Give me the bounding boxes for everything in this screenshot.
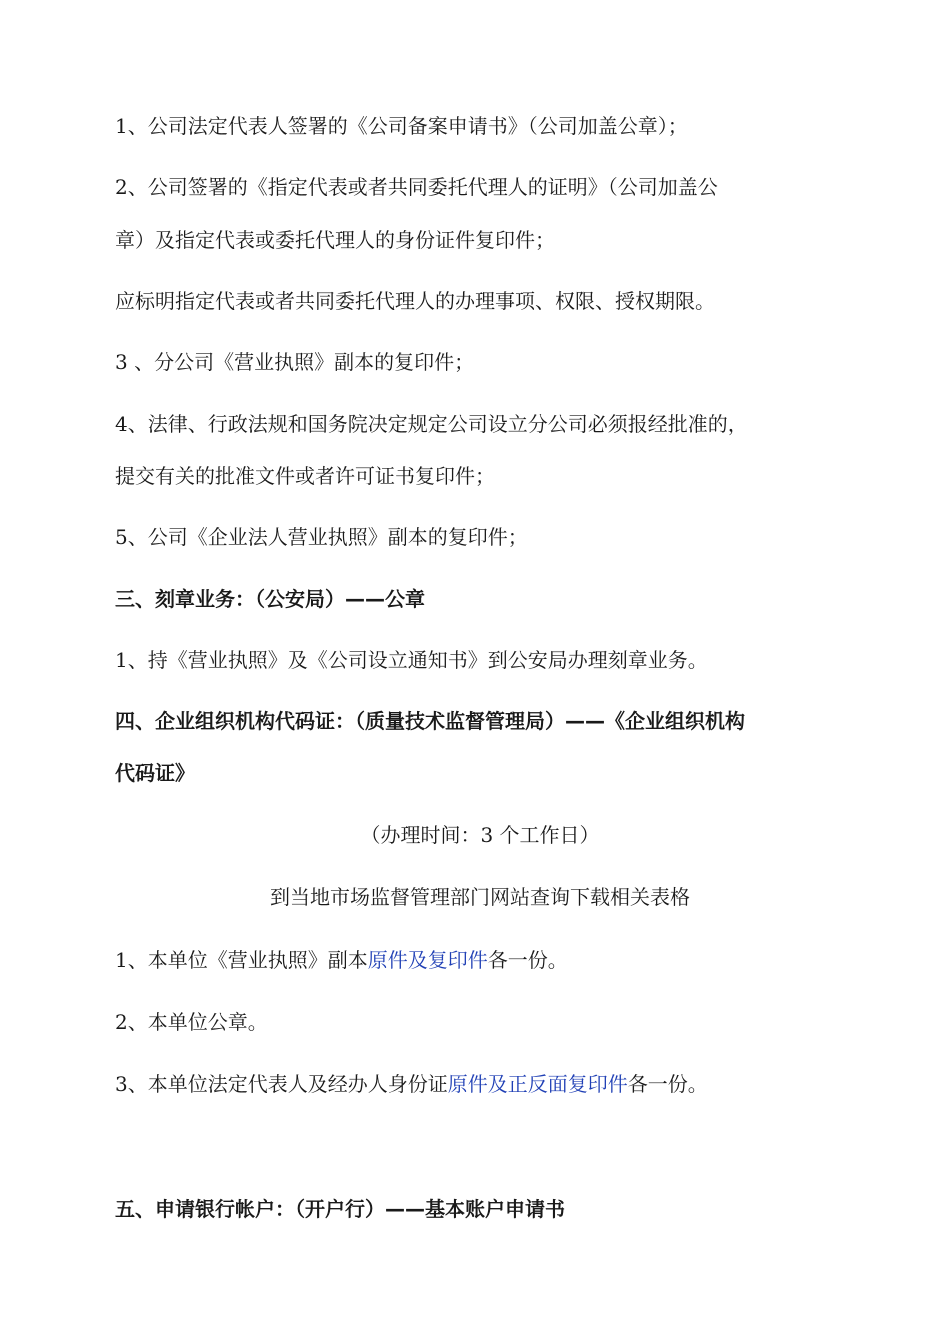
highlight-link[interactable]: 原件及正反面复印件 xyxy=(447,1072,628,1096)
item-1-text: 1、公司法定代表人签署的《公司备案申请书》（公司加盖公章）； xyxy=(115,114,688,138)
item-text: 各一份。 xyxy=(627,1072,708,1096)
item-3-text: 3 、分公司《营业执照》副本的复印件； xyxy=(115,350,475,374)
section-3-heading: 三、刻章业务：（公安局）——公章 xyxy=(115,587,425,611)
section-4-heading-line2: 代码证》 xyxy=(115,761,195,785)
section-4-item-1 xyxy=(115,946,845,974)
section-4-item-2: 2、本单位公章。 xyxy=(115,1010,268,1034)
highlight-link[interactable]: 原件及复印件 xyxy=(367,948,488,972)
item-4-text-line1: 4、法律、行政法规和国务院决定规定公司设立分公司必须报经批准的， xyxy=(115,412,748,436)
item-text: 1、本单位《营业执照》副本 xyxy=(115,948,368,972)
item-4-text-line2: 提交有关的批准文件或者许可证书复印件； xyxy=(115,464,495,488)
item-2-text-line2: 章）及指定代表或委托代理人的身份证件复印件； xyxy=(115,228,555,252)
download-note: 到当地市场监督管理部门网站查询下载相关表格 xyxy=(270,885,690,909)
section-4-item-3 xyxy=(115,1070,845,1098)
section-4-heading-line1: 四、企业组织机构代码证：（质量技术监督管理局）——《企业组织机构 xyxy=(115,709,745,733)
item-text: 3、本单位法定代表人及经办人身份证 xyxy=(115,1072,448,1096)
item-2-text-line1: 2、公司签署的《指定代表或者共同委托代理人的证明》（公司加盖公 xyxy=(115,175,718,199)
section-3-item-1: 1、持《营业执照》及《公司设立通知书》到公安局办理刻章业务。 xyxy=(115,648,708,672)
item-text: 各一份。 xyxy=(487,948,568,972)
item-5-text: 5、公司《企业法人营业执照》副本的复印件； xyxy=(115,525,528,549)
section-5-heading: 五、申请银行帐户：（开户行）——基本账户申请书 xyxy=(115,1197,565,1221)
note-text: 应标明指定代表或者共同委托代理人的办理事项、权限、授权期限。 xyxy=(115,289,715,313)
processing-time: （办理时间：3 个工作日） xyxy=(360,823,600,847)
